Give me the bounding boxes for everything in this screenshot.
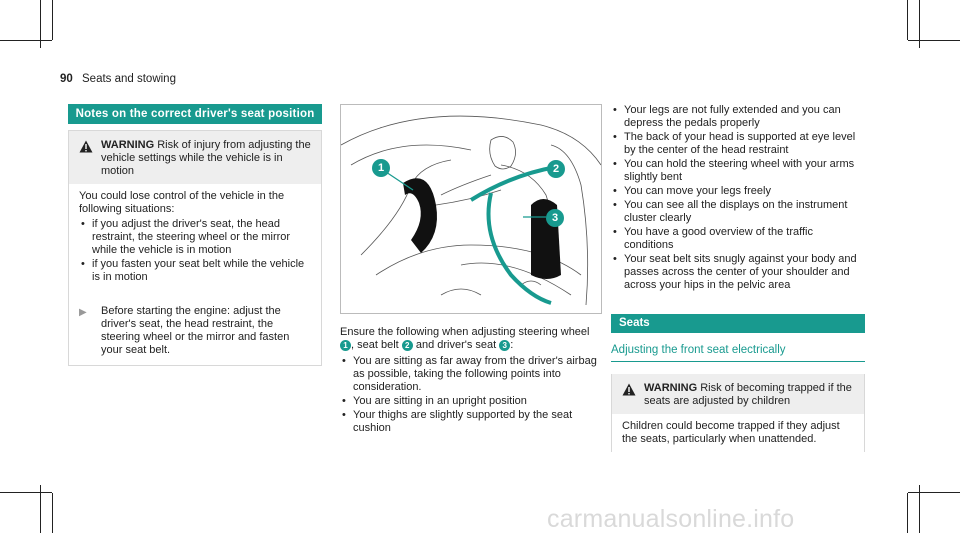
- illustration-svg: [341, 105, 601, 313]
- crop-mark: [907, 493, 908, 533]
- warning-banner: [69, 131, 321, 184]
- warning-banner: [612, 374, 864, 414]
- callout-ref-1: 1: [340, 340, 351, 351]
- crop-mark: [52, 0, 53, 40]
- warning-box: [611, 374, 865, 452]
- section-heading: Notes on the correct driver's seat position: [68, 104, 322, 124]
- crop-mark: [0, 492, 52, 493]
- crop-mark: [52, 493, 53, 533]
- warning-body-text: Children could become trapped if they adjust the seats, particularly when unattended.: [622, 420, 840, 445]
- warning-body: [69, 184, 321, 291]
- crop-mark: [908, 492, 960, 493]
- right-column: [611, 104, 865, 452]
- callout-3: 3: [546, 209, 564, 227]
- warning-icon: [622, 382, 644, 408]
- callout-1: 1: [372, 159, 390, 177]
- play-arrow-icon: ▶: [79, 307, 87, 318]
- ensure-text: , seat belt: [351, 339, 399, 351]
- list-item: • Your seat belt sits snugly against your body and passes across the center of your shoulder and across your hips in the pelvic area: [611, 253, 865, 292]
- crop-mark: [0, 40, 52, 41]
- section-title: Seats and stowing: [82, 73, 176, 85]
- ensure-text: :: [510, 339, 514, 351]
- ensure-text: Ensure the following when adjusting steering wheel: [340, 326, 590, 338]
- callout-2: 2: [547, 160, 565, 178]
- warning-text: Risk of becoming trapped if the seats are adjusted by children: [644, 382, 852, 407]
- list-item: • if you fasten your seat belt while the vehicle is in motion: [79, 258, 311, 284]
- crop-mark: [908, 40, 960, 41]
- ensure-paragraph: [340, 326, 602, 435]
- list-item: • You are sitting in an upright position: [340, 395, 602, 408]
- list-item: • You can hold the steering wheel with your arms slightly bent: [611, 158, 865, 184]
- watermark: carmanualsonline.info: [547, 505, 795, 533]
- note: [69, 291, 321, 365]
- list-item: • The back of your head is supported at eye level by the center of the head restraint: [611, 131, 865, 157]
- list-item: • You can move your legs freely: [611, 185, 865, 198]
- note-text: Before starting the engine: adjust the driver's seat, the head restraint, the steering wheel or the mirror and fasten your seat belt.: [101, 305, 290, 356]
- left-column: [68, 104, 322, 366]
- list-item: • You can see all the displays on the instrument cluster clearly: [611, 199, 865, 225]
- crop-mark: [907, 0, 908, 40]
- seats-heading: Seats: [611, 314, 865, 333]
- warning-label: WARNING: [101, 139, 155, 151]
- warning-label: WARNING: [644, 382, 698, 394]
- list-item: • if you adjust the driver's seat, the head restraint, the steering wheel or the mirror while the vehicle is in motion: [79, 218, 311, 257]
- intro-text: You could lose control of the vehicle in the following situations:: [79, 190, 285, 215]
- page-header: [60, 73, 176, 85]
- middle-column: [340, 104, 602, 436]
- warning-box: [68, 130, 322, 366]
- warning-text: Risk of injury from adjusting the vehicle settings while the vehicle is in motion: [101, 139, 311, 177]
- subheading: Adjusting the front seat electrically: [611, 344, 865, 362]
- warning-icon: [79, 139, 101, 178]
- list-item: • Your thighs are slightly supported by the seat cushion: [340, 409, 602, 435]
- callout-ref-3: 3: [499, 340, 510, 351]
- driver-seat-illustration: [340, 104, 602, 314]
- list-item: • You are sitting as far away from the driver's airbag as possible, taking the following points into consideration.: [340, 355, 602, 394]
- ensure-text: and driver's seat: [415, 339, 497, 351]
- callout-ref-2: 2: [402, 340, 413, 351]
- list-item: • You have a good overview of the traffic conditions: [611, 226, 865, 252]
- list-item: • Your legs are not fully extended and you can depress the pedals properly: [611, 104, 865, 130]
- page-number: 90: [60, 73, 73, 85]
